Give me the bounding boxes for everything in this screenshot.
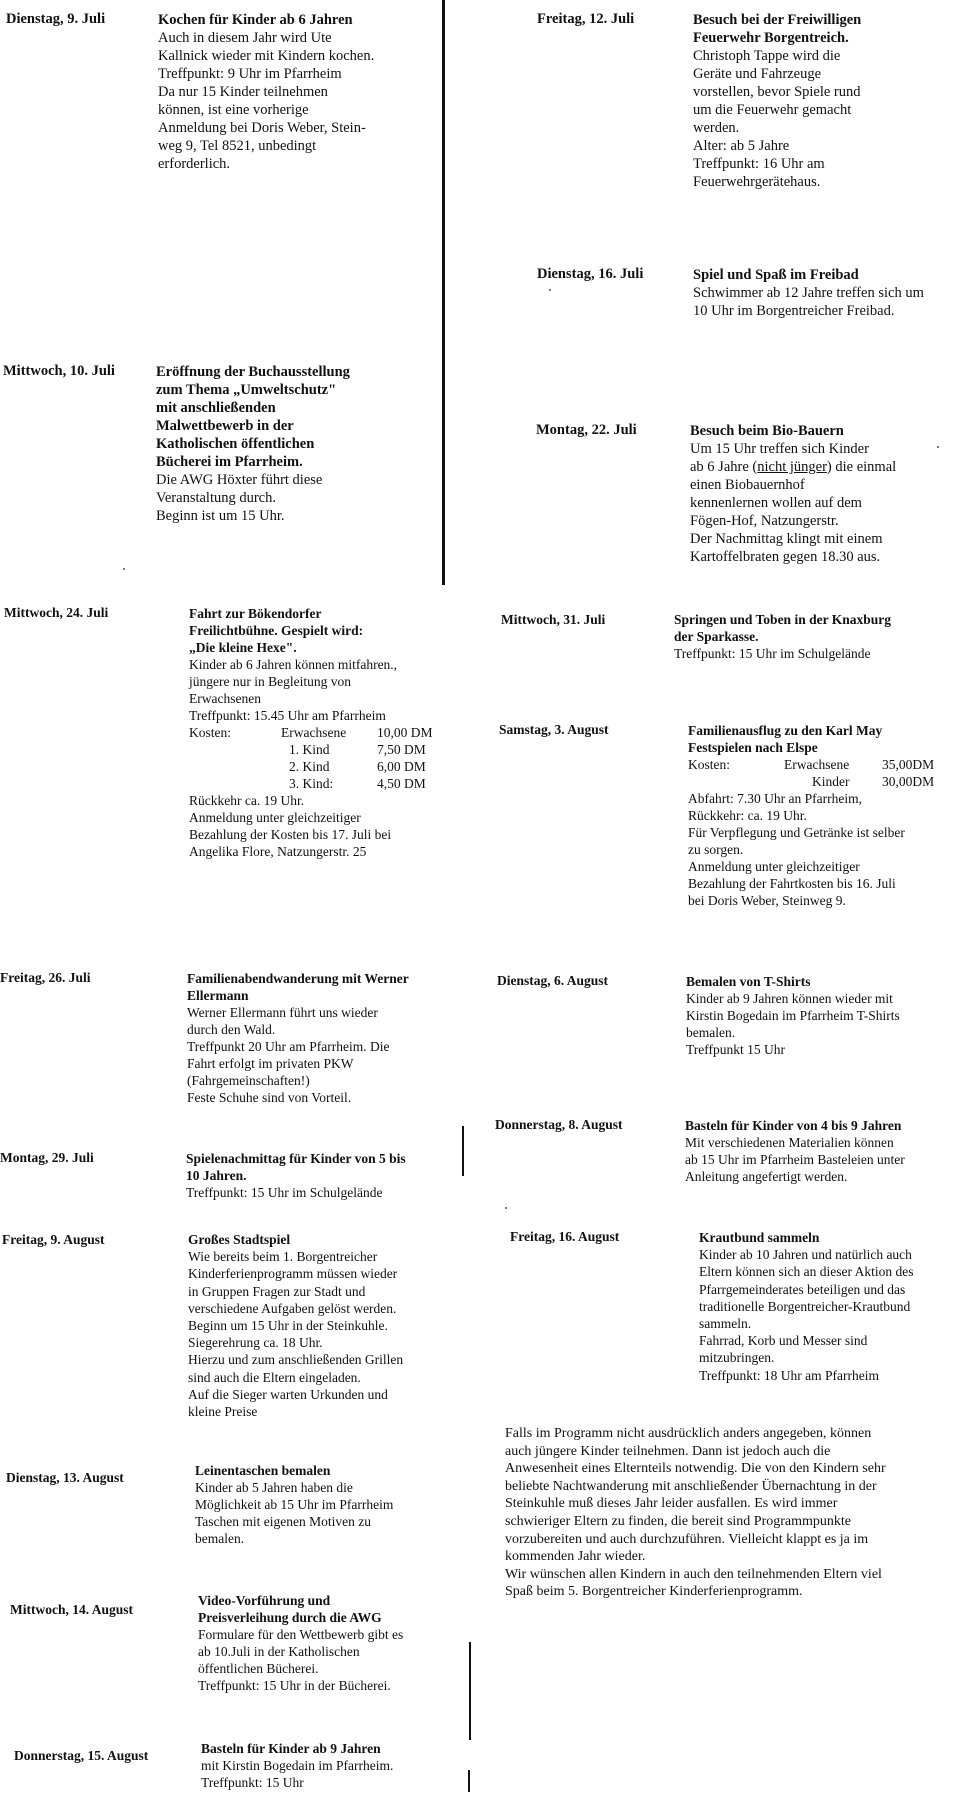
event-content bbox=[189, 605, 459, 860]
cost-value: 6,00 DM bbox=[377, 759, 426, 774]
event-date: Freitag, 12. Juli bbox=[537, 11, 635, 27]
event-title: Springen und Toben in der Knaxburg der Sparkasse. bbox=[674, 612, 891, 644]
cost-value: 7,50 DM bbox=[377, 742, 426, 757]
event-content bbox=[156, 363, 416, 525]
event-date: Mittwoch, 24. Juli bbox=[4, 605, 109, 620]
event-content bbox=[674, 611, 964, 662]
event-title: Familienabendwanderung mit Werner Ellermann bbox=[187, 971, 409, 1003]
event-title: Besuch bei der Freiwilligen Feuerwehr Borgentreich. bbox=[693, 12, 862, 46]
event-content bbox=[195, 1462, 465, 1547]
cost-row bbox=[688, 756, 968, 773]
cost-row bbox=[189, 758, 459, 775]
event-content bbox=[699, 1229, 969, 1384]
cost-row bbox=[189, 741, 459, 758]
event-content bbox=[685, 1117, 970, 1185]
cost-label: Erwachsene bbox=[281, 725, 347, 740]
event-description bbox=[690, 440, 965, 566]
event-title: Bemalen von T-Shirts bbox=[686, 974, 811, 989]
cost-row bbox=[189, 724, 459, 741]
speck bbox=[937, 446, 939, 448]
event-date: Mittwoch, 14. August bbox=[10, 1602, 134, 1617]
event-date: Dienstag, 13. August bbox=[6, 1470, 124, 1485]
event-description: Kinder ab 9 Jahren können wieder mit Kirstin Bogedain im Pfarrheim T-Shirts bemalen. Treffpunkt 15 Uhr bbox=[686, 991, 900, 1057]
event-content bbox=[201, 1740, 461, 1791]
event-content bbox=[693, 11, 953, 191]
event-title: Spielenachmittag für Kinder von 5 bis 10 Jahren. bbox=[186, 1151, 406, 1183]
event-date: Mittwoch, 10. Juli bbox=[3, 363, 115, 379]
event-title: Krautbund sammeln bbox=[699, 1230, 820, 1245]
event-title: Basteln für Kinder von 4 bis 9 Jahren bbox=[685, 1118, 902, 1133]
event-title: Kochen für Kinder ab 6 Jahren bbox=[158, 12, 353, 28]
underlined-text: nicht jünger bbox=[757, 459, 827, 475]
event-content bbox=[688, 722, 968, 909]
cost-heading: Kosten: bbox=[189, 725, 231, 740]
event-date: Freitag, 16. August bbox=[510, 1229, 620, 1244]
event-description: Wie bereits beim 1. Borgentreicher Kinderferienprogramm müssen wieder in Gruppen Fragen zur Stadt und verschiedene Aufgaben gelöst werden. Beginn um 15 Uhr in der Steinkuhle. Siegerehrung ca. 18 Uhr. Hierzu und zum anschließenden Grillen sind auch die Eltern eingeladen. Auf die Sieger warten Urkunden und kleine Preise bbox=[188, 1249, 404, 1420]
event-description-text: ) die einmal einen Biobauernhof kennenlernen wollen auf dem Fögen-Hof, Natzungerstr. Der Nachmittag klingt mit einem Kartoffelbraten gegen 18.30 aus. bbox=[690, 459, 897, 565]
event-description: Werner Ellermann führt uns wieder durch den Wald. Treffpunkt 20 Uhr am Pfarrheim. Die Fahrt erfolgt im privaten PKW (Fahrgemeinschaften!) Feste Schuhe sind von Vorteil. bbox=[187, 1005, 390, 1105]
cost-label: 3. Kind: bbox=[289, 776, 334, 791]
cost-row bbox=[189, 775, 459, 792]
event-description: Die AWG Höxter führt diese Veranstaltung durch. Beginn ist um 15 Uhr. bbox=[156, 472, 323, 524]
closing-note: Falls im Programm nicht ausdrücklich anders angegeben, können auch jüngere Kinder teilnehmen. Dann ist jedoch auch die Anwesenheit eines Elternteils notwendig. Die von den Kindern sehr beliebte Nachtwanderung mit anschließender Übernachtung in der Steinkuhle muß dieses Jahr leider ausfallen. Es wird immer schwieriger Eltern zu finden, die bereit sind Programmpunkte vorzubereiten und auch durchzuführen. Vielleicht klappt es ja im kommenden Jahr wieder. Wir wünschen allen Kindern in auch den teilnehmenden Eltern viel Spaß beim 5. Borgentreicher Kinderferienprogramm. bbox=[505, 1426, 886, 1600]
event-date: Freitag, 26. Juli bbox=[0, 970, 91, 985]
cost-label: Erwachsene bbox=[784, 757, 850, 772]
column-divider bbox=[442, 0, 445, 585]
event-description: Kinder ab 10 Jahren und natürlich auch Eltern können sich an dieser Aktion des Pfarrgemeinderates beteiligen und das traditionelle Borgentreicher-Krautbund sammeln. Fahrrad, Korb und Messer sind mitzubringen. Treffpunkt: 18 Uhr am Pfarrheim bbox=[699, 1247, 914, 1383]
event-description: Auch in diesem Jahr wird Ute Kallnick wieder mit Kindern kochen. Treffpunkt: 9 Uhr im Pfarrheim Da nur 15 Kinder teilnehmen können, ist eine vorherige Anmeldung bei Doris Weber, Stein- weg 9, Tel 8521, unbedingt erforderlich. bbox=[158, 30, 375, 172]
event-date: Donnerstag, 8. August bbox=[495, 1117, 623, 1132]
event-description: Abfahrt: 7.30 Uhr an Pfarrheim, Rückkehr: ca. 19 Uhr. Für Verpflegung und Getränke ist selber zu sorgen. Anmeldung unter gleichzeitiger Bezahlung der Fahrtkosten bis 16. Juli bei Doris Weber, Steinweg 9. bbox=[688, 791, 905, 908]
event-description: Treffpunkt: 15 Uhr im Schulgelände bbox=[674, 646, 871, 661]
event-description: Formulare für den Wettbewerb gibt es ab 10.Juli in der Katholischen öffentlichen Bücherei. Treffpunkt: 15 Uhr in der Bücherei. bbox=[198, 1627, 404, 1693]
cost-value: 10,00 DM bbox=[377, 725, 433, 740]
cost-value: 35,00DM bbox=[882, 757, 935, 772]
cost-label: 2. Kind bbox=[289, 759, 330, 774]
event-date: Mittwoch, 31. Juli bbox=[501, 612, 606, 627]
event-title: Spiel und Spaß im Freibad bbox=[693, 267, 859, 283]
event-title: Basteln für Kinder ab 9 Jahren bbox=[201, 1741, 381, 1756]
event-content bbox=[188, 1231, 463, 1420]
event-date: Dienstag, 9. Juli bbox=[6, 11, 106, 27]
cost-label: 1. Kind bbox=[289, 742, 330, 757]
event-date: Montag, 22. Juli bbox=[536, 422, 637, 438]
event-description: Rückkehr ca. 19 Uhr. Anmeldung unter gleichzeitiger Bezahlung der Kosten bis 17. Juli bei Angelika Flore, Natzungerstr. 25 bbox=[189, 793, 392, 859]
cost-value: 30,00DM bbox=[882, 774, 935, 789]
speck bbox=[549, 289, 551, 291]
event-description: mit Kirstin Bogedain im Pfarrheim. Treffpunkt: 15 Uhr bbox=[201, 1758, 394, 1790]
event-content bbox=[198, 1592, 468, 1694]
event-date: Donnerstag, 15. August bbox=[14, 1748, 149, 1763]
event-title: Video-Vorführung und Preisverleihung durch die AWG bbox=[198, 1593, 382, 1625]
event-content bbox=[690, 422, 965, 566]
event-title: Fahrt zur Bökendorfer Freilichtbühne. Gespielt wird: „Die kleine Hexe". bbox=[189, 606, 364, 655]
event-description: Treffpunkt: 15 Uhr im Schulgelände bbox=[186, 1185, 383, 1200]
event-title: Leinentaschen bemalen bbox=[195, 1463, 331, 1478]
event-description: Mit verschiedenen Materialien können ab 15 Uhr im Pfarrheim Basteleien unter Anleitung angefertigt werden. bbox=[685, 1135, 905, 1184]
event-title: Großes Stadtspiel bbox=[188, 1232, 291, 1247]
cost-label: Kinder bbox=[812, 774, 850, 789]
event-content bbox=[158, 11, 418, 173]
speck bbox=[123, 568, 125, 570]
cost-table bbox=[688, 756, 968, 790]
cost-table bbox=[189, 724, 459, 792]
event-date: Montag, 29. Juli bbox=[0, 1150, 94, 1165]
event-description: Christoph Tappe wird die Geräte und Fahrzeuge vorstellen, bevor Spiele rund um die Feuerwehr gemacht werden. Alter: ab 5 Jahre Treffpunkt: 16 Uhr am Feuerwehrgerätehaus. bbox=[693, 48, 861, 190]
cost-heading: Kosten: bbox=[688, 757, 730, 772]
event-content bbox=[693, 266, 968, 320]
event-date: Dienstag, 6. August bbox=[497, 973, 609, 988]
event-title: Familienausflug zu den Karl May Festspielen nach Elspe bbox=[688, 723, 883, 755]
cost-row bbox=[688, 773, 968, 790]
event-description: Kinder ab 6 Jahren können mitfahren., jüngere nur in Begleitung von Erwachsenen Treffpunkt: 15.45 Uhr am Pfarrheim bbox=[189, 657, 398, 723]
event-content bbox=[686, 973, 966, 1058]
event-description-text: Um 15 Uhr treffen sich Kinder ab 6 Jahre ( bbox=[690, 441, 869, 475]
event-description: Kinder ab 5 Jahren haben die Möglichkeit ab 15 Uhr im Pfarrheim Taschen mit eigenen Motiven zu bemalen. bbox=[195, 1480, 394, 1546]
event-content bbox=[187, 970, 462, 1106]
event-title: Eröffnung der Buchausstellung zum Thema „Umweltschutz" mit anschließenden Malwettbewerb in der Katholischen öffentlichen Bücherei im Pfarrheim. bbox=[156, 364, 350, 470]
event-date: Samstag, 3. August bbox=[499, 722, 609, 737]
event-date: Dienstag, 16. Juli bbox=[537, 266, 644, 282]
event-title: Besuch beim Bio-Bauern bbox=[690, 423, 844, 439]
margin-mark bbox=[469, 1642, 471, 1740]
event-content bbox=[186, 1150, 461, 1201]
margin-mark bbox=[462, 1126, 464, 1176]
margin-mark bbox=[468, 1770, 470, 1792]
speck bbox=[505, 1207, 507, 1209]
event-description: Schwimmer ab 12 Jahre treffen sich um 10 Uhr im Borgentreicher Freibad. bbox=[693, 285, 924, 319]
cost-value: 4,50 DM bbox=[377, 776, 426, 791]
event-date: Freitag, 9. August bbox=[2, 1232, 105, 1247]
